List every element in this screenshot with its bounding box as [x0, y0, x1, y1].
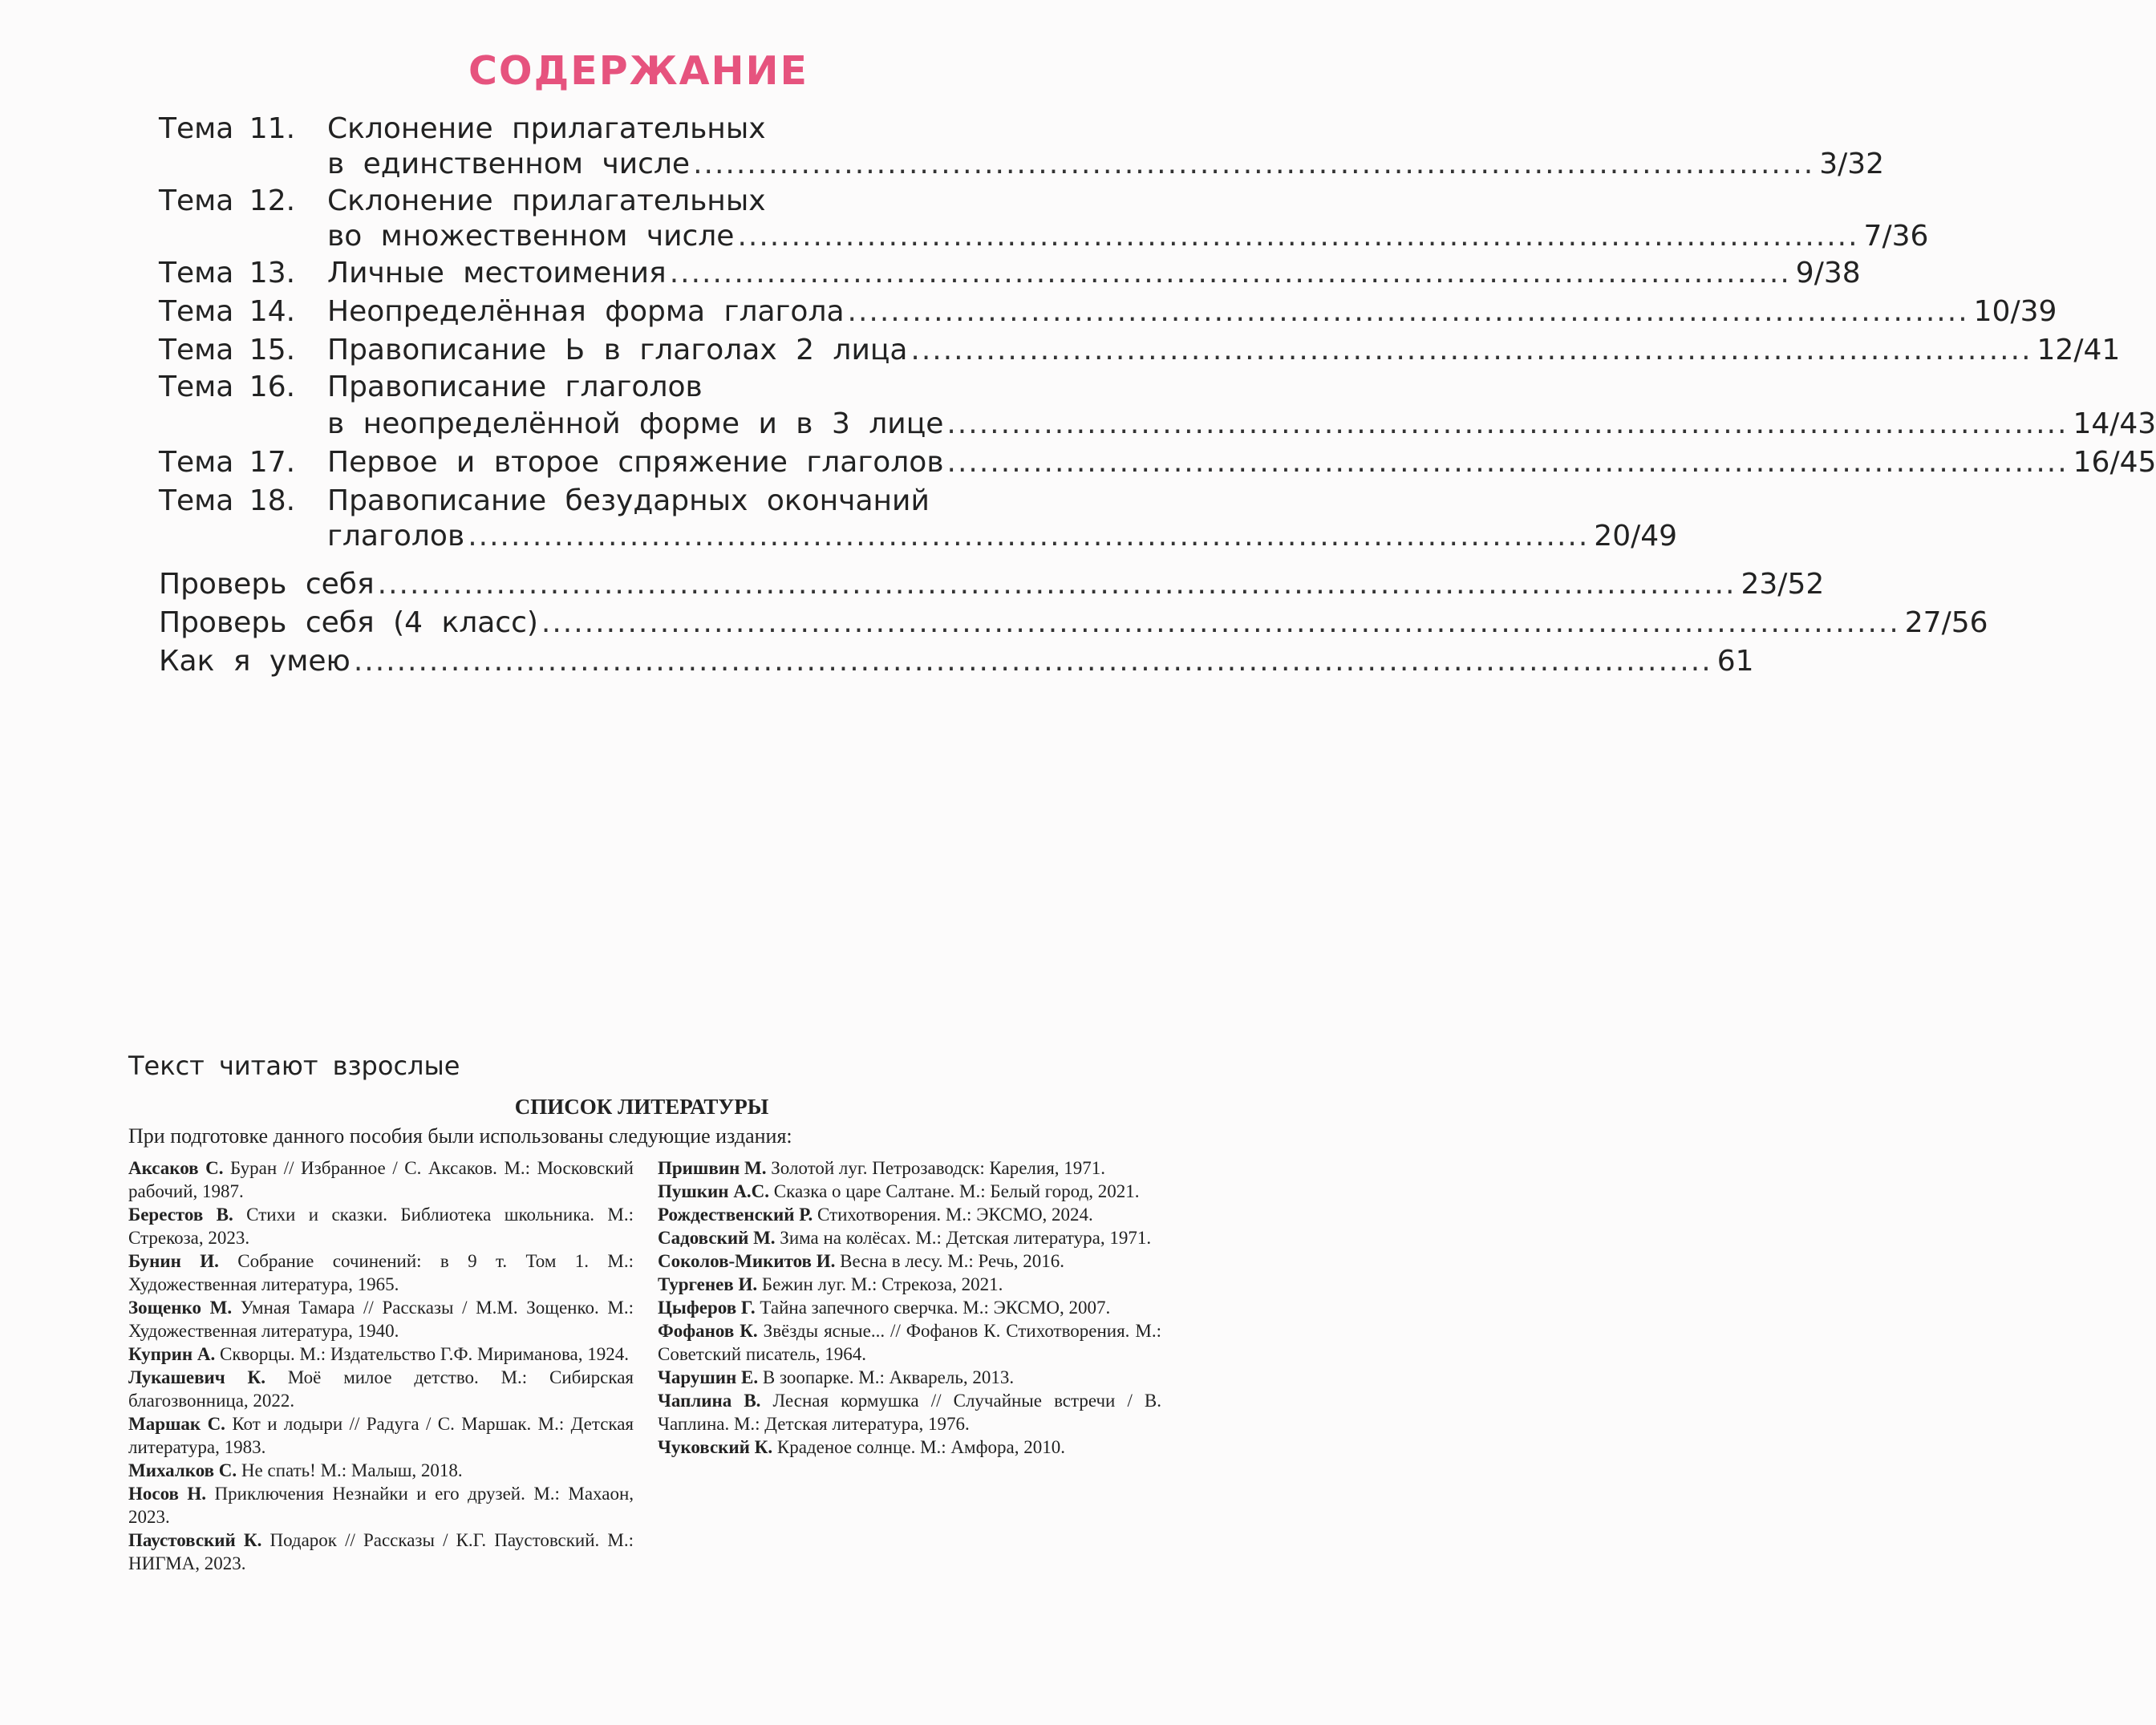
literature-entry: Соколов-Микитов И. Весна в лесу. М.: Речь, 2016. [658, 1251, 1064, 1271]
toc-entry-line [327, 295, 2057, 328]
toc-entry-line [159, 645, 1754, 678]
toc-row-12-cont [159, 220, 1929, 255]
toc-page: 23/52 [1741, 568, 1825, 601]
leader-dots: ........................................................................................................ [946, 446, 2069, 479]
literature-entry: Бунин И. Собрание сочинений: в 9 т. Том 1. М.: Художественная литература, 1965. [128, 1251, 634, 1294]
toc-line1: Склонение прилагательных [327, 112, 766, 145]
literature-entry: Чаплина В. Лесная кормушка // Случайные встречи / В. Чаплина. М.: Детская литература, 1976. [658, 1391, 1162, 1434]
toc-label: Тема 16. [159, 371, 296, 403]
toc-page: 14/43 [2073, 407, 2156, 440]
toc-row-check-yourself[interactable] [159, 568, 1825, 603]
literature-entry: Берестов В. Стихи и сказки. Библиотека школьника. М.: Стрекоза, 2023. [128, 1205, 634, 1248]
literature-column-left [128, 1156, 634, 1575]
toc-line1: Первое и второе спряжение глаголов [327, 446, 944, 479]
toc-label: Тема 13. [159, 257, 296, 290]
toc-entry-line [327, 446, 2156, 479]
section-subheading: Текст читают взрослые [128, 1051, 460, 1081]
literature-intro: При подготовке данного пособия были использованы следующие издания: [128, 1124, 792, 1148]
toc-line1: Правописание безударных окончаний [327, 484, 930, 517]
toc-row-how-i-can[interactable] [159, 645, 1754, 680]
toc-line1: Правописание Ь в глаголах 2 лица [327, 334, 908, 366]
toc-line2: в неопределённой форме и в 3 лице [327, 407, 944, 440]
leader-dots: .............................................................................................................................. [541, 606, 1900, 639]
leader-dots: ........................................................................................................ [737, 220, 1859, 253]
toc-entry-line [327, 257, 1861, 290]
toc-extra-text: Как я умею [159, 645, 351, 678]
toc-entry-line [327, 520, 1678, 553]
toc-row-17[interactable] [159, 446, 2156, 481]
toc-row-16[interactable] [159, 371, 1137, 406]
toc-page: 27/56 [1904, 606, 1988, 639]
toc-page: 10/39 [1973, 295, 2057, 328]
literature-entry: Пушкин А.С. Сказка о царе Салтане. М.: Белый город, 2021. [658, 1181, 1140, 1201]
toc-line2: во множественном числе [327, 220, 735, 253]
toc-row-11[interactable] [159, 112, 1137, 148]
literature-entry: Садовский М. Зима на колёсах. М.: Детская литература, 1971. [658, 1228, 1152, 1248]
toc-row-check-yourself-4[interactable] [159, 606, 1988, 642]
literature-entry: Чарушин Е. В зоопарке. М.: Акварель, 2013. [658, 1367, 1015, 1387]
toc-entry-line [327, 407, 2156, 440]
toc-label: Тема 11. [159, 112, 296, 145]
toc-page: 7/36 [1863, 220, 1929, 253]
literature-entry: Цыферов Г. Тайна запечного сверчка. М.: ЭКСМО, 2007. [658, 1298, 1111, 1318]
leader-dots: ........................................................................................................ [847, 295, 1969, 328]
toc-entry-line [159, 606, 1988, 639]
toc-page: 20/49 [1594, 520, 1678, 553]
toc-label: Тема 18. [159, 484, 296, 517]
toc-line1: Правописание глаголов [327, 371, 703, 403]
literature-entry: Куприн А. Скворцы. М.: Издательство Г.Ф. Мириманова, 1924. [128, 1344, 629, 1364]
toc-row-16-cont [159, 407, 2156, 443]
literature-entry: Маршак С. Кот и лодыри // Радуга / С. Маршак. М.: Детская литература, 1983. [128, 1414, 634, 1457]
toc-title: СОДЕРЖАНИЕ [468, 48, 809, 94]
toc-label: Тема 12. [159, 184, 296, 217]
literature-entry: Паустовский К. Подарок // Рассказы / К.Г. Паустовский. М.: НИГМА, 2023. [128, 1530, 634, 1573]
leader-dots: .............................................................................................................................. [353, 645, 1712, 678]
toc-row-13[interactable] [159, 257, 1861, 292]
toc-row-14[interactable] [159, 295, 2057, 330]
toc-entry-line [327, 334, 2121, 366]
literature-entry: Аксаков С. Буран // Избранное / С. Аксаков. М.: Московский рабочий, 1987. [128, 1158, 634, 1201]
leader-dots: ........................................................................................................ [693, 148, 1815, 180]
literature-entry: Пришвин М. Золотой луг. Петрозаводск: Карелия, 1971. [658, 1158, 1106, 1178]
literature-entry: Фофанов К. Звёзды ясные... // Фофанов К. Стихотворения. М.: Советский писатель, 1964. [658, 1321, 1162, 1364]
toc-page: 12/41 [2036, 334, 2121, 366]
toc-page: 61 [1716, 645, 1754, 678]
toc-entry-line [327, 148, 1885, 180]
leader-dots: ........................................................................................................ [910, 334, 2032, 366]
toc-line1: Склонение прилагательных [327, 184, 766, 217]
toc-label: Тема 17. [159, 446, 296, 479]
toc-line1: Неопределённая форма глагола [327, 295, 845, 328]
toc-entry-line [327, 220, 1929, 253]
literature-entry: Лукашевич К. Моё милое детство. М.: Сибирская благозвонница, 2022. [128, 1367, 634, 1411]
toc-label: Тема 14. [159, 295, 296, 328]
toc-line2: в единственном числе [327, 148, 691, 180]
literature-entry: Рождественский Р. Стихотворения. М.: ЭКСМО, 2024. [658, 1205, 1093, 1225]
toc-row-12[interactable] [159, 184, 1137, 220]
literature-entry: Тургенев И. Бежин луг. М.: Стрекоза, 2021. [658, 1274, 1003, 1294]
toc-page: 3/32 [1819, 148, 1885, 180]
literature-entry: Зощенко М. Умная Тамара // Рассказы / М.М. Зощенко. М.: Художественная литература, 1940. [128, 1298, 634, 1341]
toc-page: 9/38 [1795, 257, 1861, 290]
toc-entry-line [159, 568, 1825, 601]
toc-line1: Личные местоимения [327, 257, 667, 290]
leader-dots: .............................................................................................................................. [377, 568, 1737, 601]
leader-dots: ........................................................................................................ [946, 407, 2069, 440]
toc-page: 16/45 [2073, 446, 2156, 479]
toc-extra-text: Проверь себя [159, 568, 375, 601]
leader-dots: ........................................................................................................ [669, 257, 1791, 290]
leader-dots: ........................................................................................................ [468, 520, 1590, 553]
literature-column-right [658, 1156, 1161, 1459]
toc-row-18[interactable] [159, 484, 1137, 520]
literature-entry: Михалков С. Не спать! М.: Малыш, 2018. [128, 1460, 463, 1480]
toc-row-11-cont [159, 148, 1885, 183]
literature-entry: Носов Н. Приключения Незнайки и его друзей. М.: Махаон, 2023. [128, 1484, 634, 1527]
toc-row-18-cont [159, 520, 1678, 555]
literature-entry: Чуковский К. Краденое солнце. М.: Амфора, 2010. [658, 1437, 1065, 1457]
toc-row-15[interactable] [159, 334, 2121, 369]
toc-line2: глаголов [327, 520, 465, 553]
toc-extra-text: Проверь себя (4 класс) [159, 606, 538, 639]
literature-title: СПИСОК ЛИТЕРАТУРЫ [514, 1095, 769, 1119]
toc-label: Тема 15. [159, 334, 296, 366]
